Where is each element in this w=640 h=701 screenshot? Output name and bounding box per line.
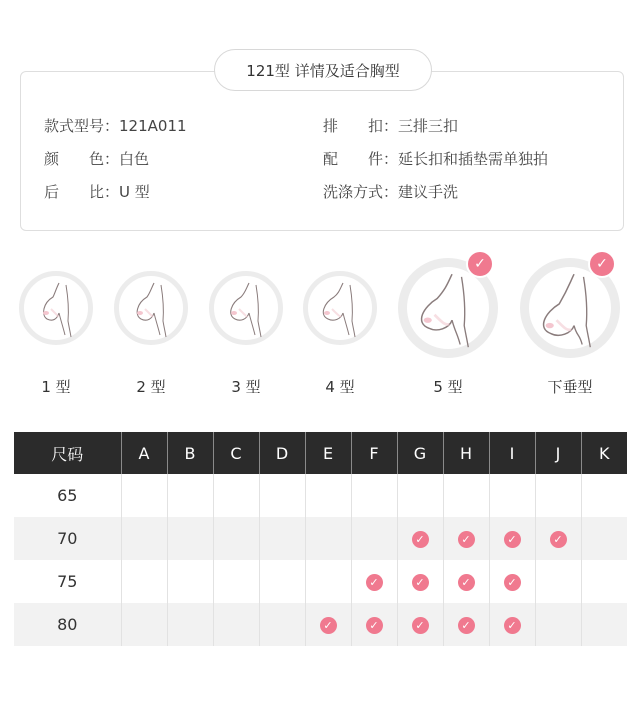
size-cell [581,474,627,517]
size-cell [259,474,305,517]
breast-silhouette-icon [114,271,188,345]
size-cell [535,474,581,517]
spec-colon: ： [104,117,120,135]
spec-key: 后比 [44,183,104,201]
size-cell [213,517,259,560]
size-cell [121,517,167,560]
breast-shape-4 [303,271,377,345]
spec-value: 白色 [119,150,150,168]
size-cell [213,474,259,517]
cup-header: J [535,432,581,474]
breast-shape-5 [398,258,498,358]
spec-value: 121A011 [119,117,187,135]
size-cell [443,474,489,517]
cup-header: C [213,432,259,474]
size-cell [259,603,305,646]
size-cell [351,603,397,646]
spec-value: 延长扣和插垫需单独拍 [398,150,549,168]
size-cell [305,560,351,603]
spec-colon: ： [104,183,120,201]
size-cell [397,603,443,646]
cup-header: I [489,432,535,474]
size-cell [305,603,351,646]
spec-color [44,148,149,169]
spec-colon: ： [104,150,120,168]
spec-key: 款式型号 [44,117,105,135]
check-icon: ✓ [320,617,337,634]
breast-shape-6 [520,258,620,358]
size-cell [443,603,489,646]
shape-label: 3 型 [231,378,261,396]
size-cell [489,603,535,646]
check-icon: ✓ [366,617,383,634]
size-cell [489,560,535,603]
spec-value: 建议手洗 [398,183,459,201]
check-icon: ✓ [550,531,567,548]
shape-label: 2 型 [136,378,166,396]
check-icon: ✓ [366,574,383,591]
size-table-corner: 尺码 [14,432,121,474]
table-row [14,560,627,603]
size-cell [581,603,627,646]
page-title-text: 121型 详情及适合胸型 [246,61,400,80]
table-row [14,517,627,560]
size-cell [535,517,581,560]
size-cell [397,517,443,560]
spec-key: 颜色 [44,150,104,168]
breast-shape-2 [114,271,188,345]
spec-value: 三排三扣 [398,117,459,135]
spec-washing [323,181,458,202]
shape-label: 5 型 [433,378,463,396]
cup-header: F [351,432,397,474]
size-cell [351,517,397,560]
check-icon: ✓ [504,531,521,548]
spec-back-style [44,181,150,202]
table-row [14,474,627,517]
size-cell [213,560,259,603]
spec-colon: ： [383,183,399,201]
spec-colon: ： [383,117,399,135]
cup-header: G [397,432,443,474]
breast-silhouette-icon [19,271,93,345]
check-icon: ✓ [412,617,429,634]
band-size: 70 [14,517,121,560]
shape-label: 下垂型 [547,378,593,396]
size-cell [443,517,489,560]
cup-header: K [581,432,627,474]
size-cell [581,560,627,603]
size-cell [489,517,535,560]
check-icon: ✓ [458,574,475,591]
size-table-header [14,432,627,474]
band-size: 75 [14,560,121,603]
size-cell [397,560,443,603]
cup-header: E [305,432,351,474]
size-cell [305,517,351,560]
spec-hooks [323,115,458,136]
cup-header: A [121,432,167,474]
size-cell [167,560,213,603]
check-icon: ✓ [504,574,521,591]
page-title [214,49,432,91]
check-icon: ✓ [412,574,429,591]
shape-label: 4 型 [325,378,355,396]
check-icon: ✓ [458,617,475,634]
size-cell [581,517,627,560]
cup-header: B [167,432,213,474]
spec-accessories [323,148,548,169]
check-icon: ✓ [412,531,429,548]
size-cell [351,560,397,603]
breast-shape-1 [19,271,93,345]
spec-key: 洗涤方式 [323,183,384,201]
size-cell [259,517,305,560]
size-table [14,432,627,646]
size-cell [121,474,167,517]
breast-shape-3 [209,271,283,345]
breast-silhouette-icon [209,271,283,345]
spec-style-number [44,115,187,136]
cup-header: H [443,432,489,474]
size-cell [167,474,213,517]
spec-colon: ： [383,150,399,168]
size-cell [535,560,581,603]
size-cell [167,517,213,560]
spec-key: 排扣 [323,117,383,135]
size-cell [351,474,397,517]
spec-key: 配件 [323,150,383,168]
size-cell [489,474,535,517]
size-cell [213,603,259,646]
table-row [14,603,627,646]
band-size: 80 [14,603,121,646]
size-cell [167,603,213,646]
size-cell [259,560,305,603]
breast-silhouette-icon [303,271,377,345]
spec-value: U 型 [119,183,150,201]
size-cell [397,474,443,517]
shape-label: 1 型 [41,378,71,396]
size-cell [121,560,167,603]
size-cell [443,560,489,603]
check-icon: ✓ [504,617,521,634]
size-cell [121,603,167,646]
cup-header: D [259,432,305,474]
check-icon: ✓ [588,250,616,278]
size-cell [535,603,581,646]
size-cell [305,474,351,517]
check-icon: ✓ [458,531,475,548]
check-icon: ✓ [466,250,494,278]
band-size: 65 [14,474,121,517]
